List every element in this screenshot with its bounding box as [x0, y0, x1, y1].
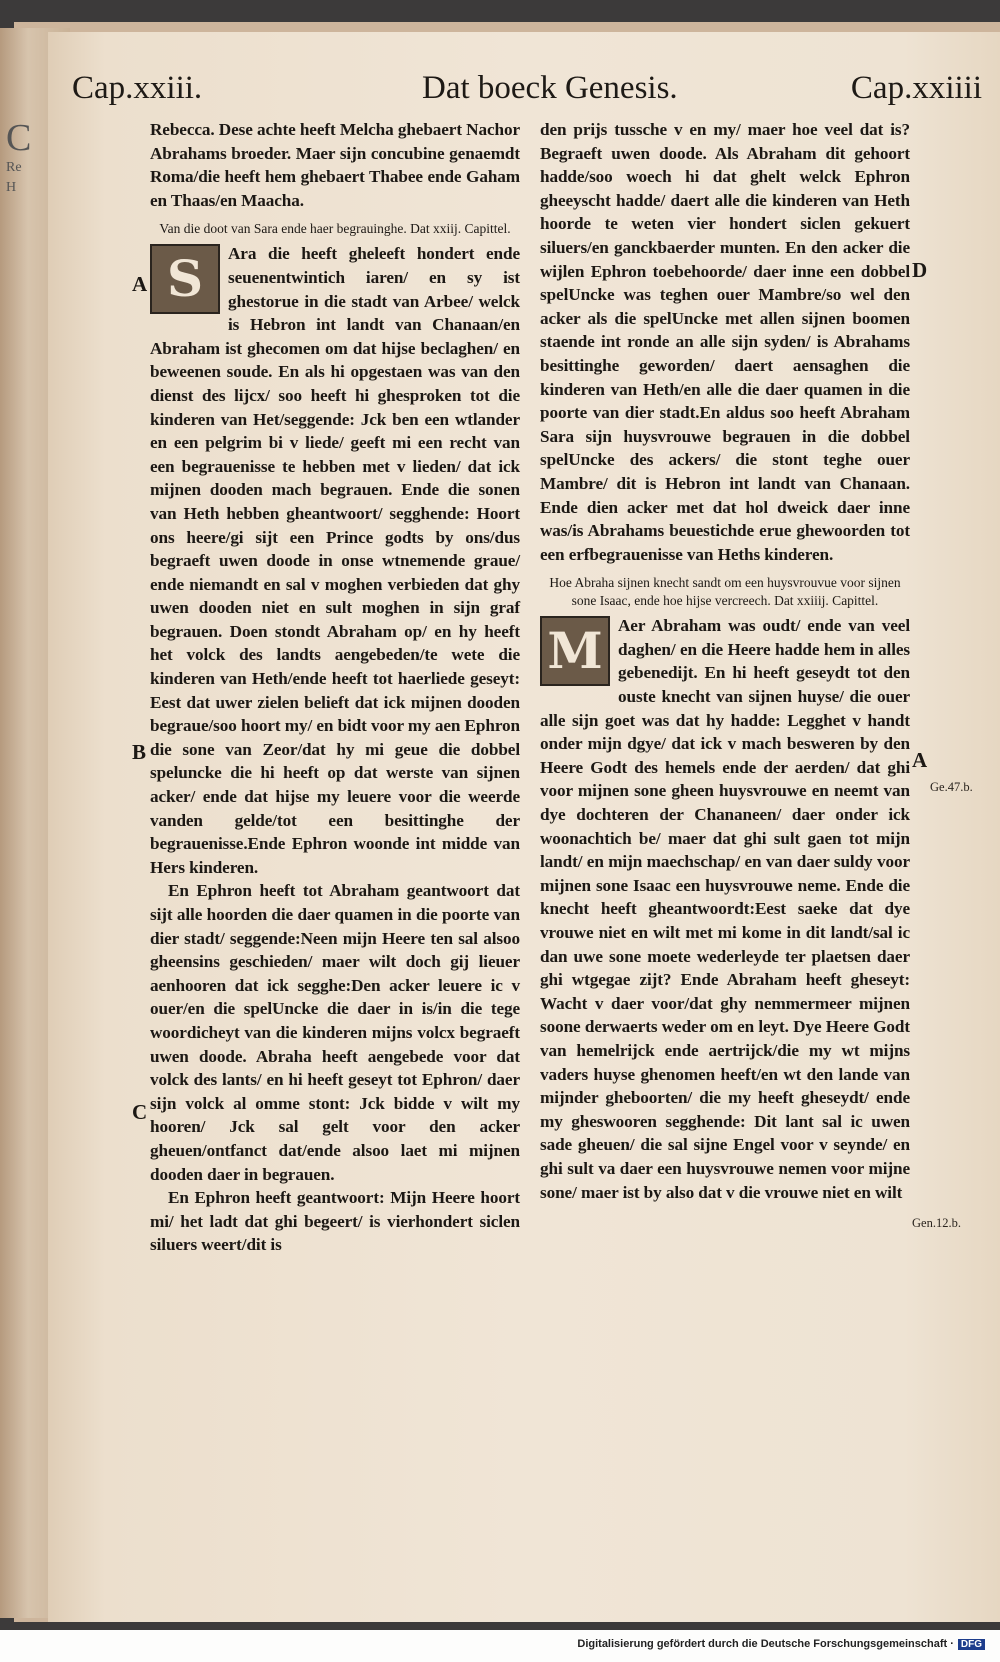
decorated-initial-s: S	[150, 244, 220, 314]
chapter-right-label: Cap.xxiiii	[850, 70, 982, 106]
margin-letter-a: A	[132, 272, 148, 296]
paragraph: Rebecca. Dese achte heeft Melcha ghebaert Nachor Abrahams broeder. Maer sijn concubine genaemdt Roma/die heeft hem ghebaert Thabee ende Gaham en Thaas/en Maacha.	[150, 120, 520, 210]
margin-letter-c: C	[132, 1100, 148, 1124]
paragraph-text: Aer Abraham was oudt/ ende van veel daghen/ en die Heere hadde hem in alles gebenedijt. En hi heeft geseydt tot den ouste knecht van sijnen huyse/ die ouer alle sijn goet was dat hy hadde: Legghet v handt onder mijn dgye/ dat ick v mach besweren by den Heere Godt des hemels ende der aerden/ dat ghi voor mijnen sone gheen huysvrouwe en neemt van dye dochteren der Chananeen/ daer onder ick woonachtich be/ maer dat ghi sult gaen tot mijn landt/ en mijn maechschap/ en van daer suldy voor mijnen sone Isaac een huysvrouwe neme. Ende die knecht heeft gheantwoordt:Eest saeke dat dye vrouwe niet en wilt met mi kome in dit landt/sal ic dan uwe sone moete wederleyde ter plaetsen daer ghi wtgegae zijt? Ende Abraham heeft gheseyt: Wacht v daer voor/dat ghy nemmermeer mijnen soone derwaerts weder om en leyt. Dye Heere Godt van hemelrijck ende aertrijck/die my wt mijns vaders huyse ghenomen heeft/en wt den lande van mijnder gheboorten/ die my heeft gheseydt/ ende my gheswooren segghende: Dit lant sal ic uwen sade gheuen/ die sal sijne Engel voor v seynde/ en ghi sult va daer een huysvrouwe nemen voor mijne sone/ maer ist by also dat v die vrouwe niet en wilt	[540, 616, 910, 1202]
paragraph: En Ephron heeft tot Abraham geantwoort dat sijt alle hoorden die daer quamen in die poorte van dier stadt/ seggende:Neen mijn Heere ten sal alsoo gheensins geschieden/ maer wilt doch gij lieuer aenhooren dat ick segghe:Den acker leuere ic v ouer/en die spelUncke die daer in is/in die tege woordicheyt van die kinderen mijns volcx begraeft uwen doode. Abraha heeft aengebede voor dat volck des lants/ en hi heeft geseyt tot Ephron/ daer sijn volck al omme stont: Jck bidde v wilt my hooren/ Jck sal gelt voor den acker gheuen/ontfanct dat/ende alsoo laet mi mijnen dooden daer in begrauen.	[150, 881, 520, 1184]
running-head	[72, 70, 982, 120]
paragraph: den prijs tussche v en my/ maer hoe veel dat is?Begraeft uwen doode. Als Abraham dit gehoort hadde/soo woech hi dat ghelt welck Ephron gheeyscht hadde/ daert alle die kinderen van Heth hoorde te weten vier hondert siclen gekuert siluers/en ganckbaerder munten. En den acker die wijlen Ephron toebehoorde/ daer inne een dobbel spelUncke was teghen ouer Mambre/so wel den acker als die spelUncke met allen sijnen boomen staende int ronde an alle sijn syden/ is Abrahams besittinghe geworden/ daert aensaghen die kinderen van Heth/en alle die daer quamen in die poorte van dier stadt.En aldus soo heeft Abraham Sara sijn huysvrouwe begrauen in die dobbel spelUncke des ackers/ die stont teghe ouer Mambre/ dit is Hebron int landt van Chanaan. Ende dien acker met dat hol dweick daer inne was/is Abrahams beuestichde erue ghewoorden tot een erfbegrauenisse van Heths kinderen.	[540, 120, 910, 564]
paragraph-text: Ara die heeft gheleeft hondert ende seuenentwintich iaren/ en sy ist ghestorue in die stadt van Arbee/ welck is Hebron int landt van Chanaan/en Abraham ist ghecomen om dat hijse beclaghen/ en beweenen soude. En als hi opgestaen was van den dienst des lijcx/ soo heeft hi ghesproken tot die kinderen van Het/seggende: Jck ben een wtlander en een pelgrim bi v liede/ geeft mi een recht van een begrauenisse te hebben met v lieden/ dat ick mijnen dooden mach begrauen. Ende die sonen van Heth hebben gheantwoort/ segghende: Hoort ons heere/gi sijt een Prince godts by ons/dus begraeft uwen doode in onse wtnemende graue/ ende niemandt en sal v moghen verbieden dat ghy uwen dooden niet en sult moghen in sijn graf begrauen. Doen stondt Abraham op/ en hy heeft het volck des landts aengebeden/te wete die kinderen van Heth/ende heeft tot haerliede geseyt: Eest dat uwer zielen belieft dat ick mijnen dooden begraue/soo hoort my/ en bidt voor my aen Ephron die sone van Zeor/dat hy mi geue die dobbel speluncke die hi heeft op dat werste van sijnen acker/ ende dat hijse my leuere voor die weerde vanden gelde/tot een besittinghe der begrauenisse.Ende Ephron woonde int midde van Hers kinderen.	[150, 244, 520, 877]
margin-letter-d: D	[912, 258, 928, 282]
previous-page-line: Re	[6, 160, 22, 175]
book-title: Dat boeck Genesis.	[422, 70, 678, 106]
previous-page-letter: C	[6, 117, 32, 159]
right-text-column	[540, 118, 910, 1204]
margin-letter-a-right: A	[912, 748, 928, 772]
paragraph	[150, 242, 520, 879]
credit-text: Digitalisierung gefördert durch die Deutsche Forschungsgemeinschaft ·	[577, 1638, 954, 1650]
previous-page-line: H	[6, 180, 17, 195]
dfg-logo: DFG	[958, 1639, 985, 1650]
left-text-column	[150, 118, 520, 1257]
margin-letter-b: B	[132, 740, 147, 764]
paragraph: En Ephron heeft geantwoort: Mijn Heere hoort mi/ het ladt dat ghi begeert/ is vierhondert siclen siluers weert/dit is	[150, 1188, 520, 1255]
margin-note-gen12: Gen.12.b.	[912, 1216, 961, 1230]
chapter-heading: Van die doot van Sara ende haer begrauinghe. Dat xxiij. Capittel.	[159, 221, 511, 237]
chapter-left-label: Cap.xxiii.	[72, 70, 203, 106]
digitization-credit	[0, 1638, 985, 1658]
margin-note-ge47: Ge.47.b.	[930, 780, 973, 794]
chapter-heading: Hoe Abraha sijnen knecht sandt om een huysvrouvue voor sijnen sone Isaac, ende hoe hijse vercreech. Dat xxiiij. Capittel.	[549, 575, 901, 609]
decorated-initial-m: M	[540, 616, 610, 686]
paragraph	[540, 614, 910, 1204]
